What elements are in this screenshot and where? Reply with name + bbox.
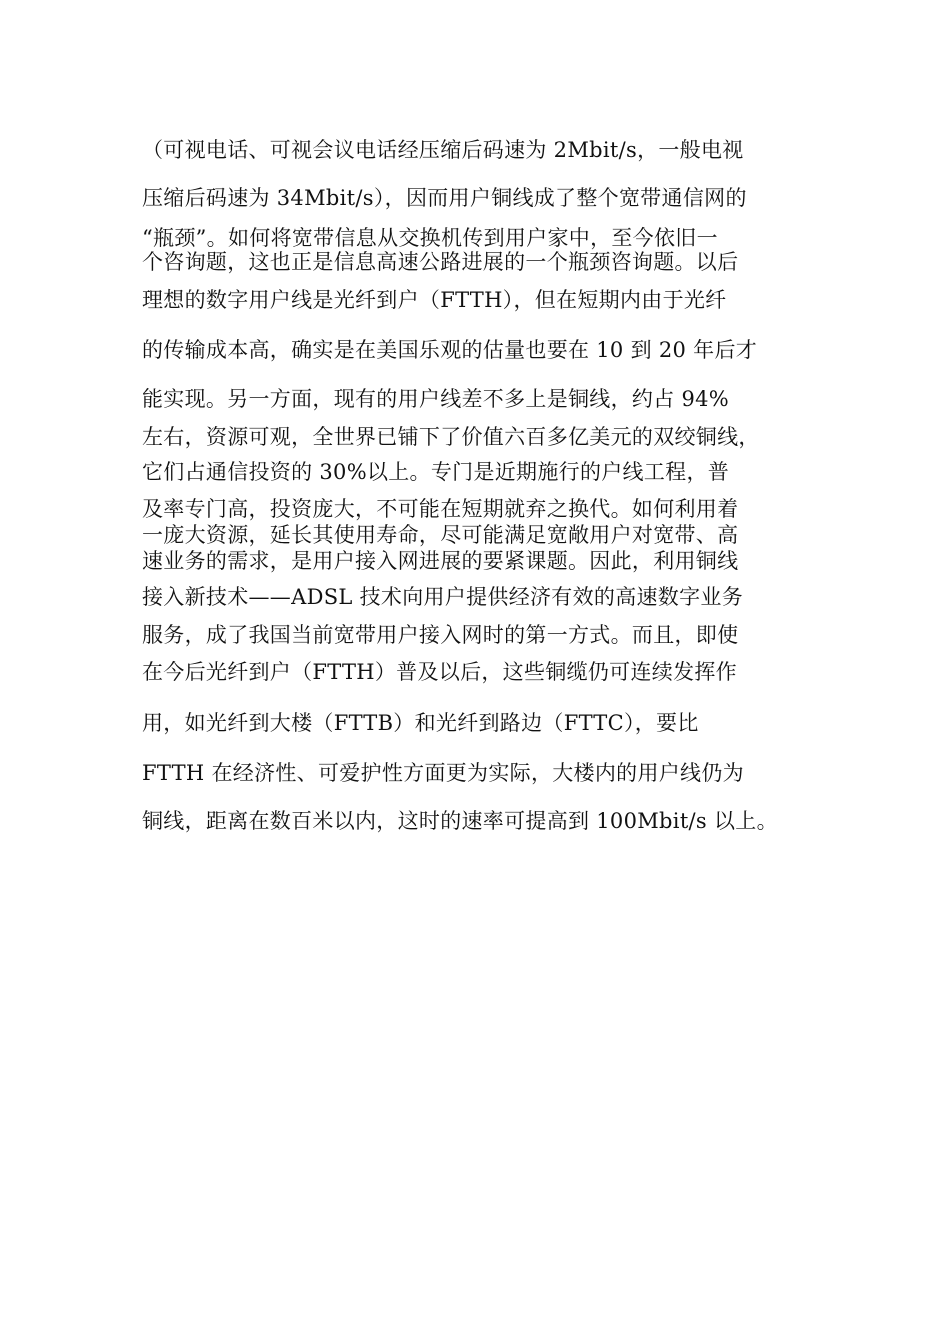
- paragraph-line: 用，如光纤到大楼（FTTB）和光纤到路边（FTTC），要比: [142, 711, 699, 735]
- paragraph-line: 的传输成本高，确实是在美国乐观的估量也要在 10 到 20 年后才: [142, 338, 758, 362]
- paragraph-line: 铜线，距离在数百米以内，这时的速率可提高到 100Mbit/s 以上。: [142, 809, 778, 833]
- paragraph-line: 压缩后码速为 34Mbit/s），因而用户铜线成了整个宽带通信网的: [142, 186, 747, 210]
- paragraph-line: 接入新技术——ADSL 技术向用户提供经济有效的高速数字业务: [142, 585, 744, 609]
- paragraph-line: 它们占通信投资的 30%以上。专门是近期施行的户线工程，普: [142, 460, 730, 484]
- paragraph-line: 能实现。另一方面，现有的用户线差不多上是铜线，约占 94%: [142, 387, 730, 411]
- paragraph-line: 左右，资源可观，全世界已铺下了价值六百多亿美元的双绞铜线，: [142, 425, 760, 449]
- paragraph-line: （可视电话、可视会议电话经压缩后码速为 2Mbit/s，一般电视: [142, 138, 744, 162]
- paragraph-line: 及率专门高，投资庞大，不可能在短期就弃之换代。如何利用着: [142, 497, 739, 521]
- paragraph-line: FTTH 在经济性、可爱护性方面更为实际，大楼内的用户线仍为: [142, 761, 744, 785]
- paragraph-line: 服务，成了我国当前宽带用户接入网时的第一方式。而且，即使: [142, 623, 739, 647]
- paragraph-line: 个咨询题，这也正是信息高速公路进展的一个瓶颈咨询题。以后: [142, 250, 739, 274]
- paragraph-line: 在今后光纤到户（FTTH）普及以后，这些铜缆仍可连续发挥作: [142, 660, 737, 684]
- paragraph-line: 速业务的需求，是用户接入网进展的要紧课题。因此，利用铜线: [142, 549, 739, 573]
- paragraph-line: 理想的数字用户线是光纤到户（FTTH），但在短期内由于光纤: [142, 288, 727, 312]
- paragraph-line: “瓶颈”。如何将宽带信息从交换机传到用户家中，至今依旧一: [142, 226, 718, 250]
- paragraph-line: 一庞大资源，延长其使用寿命，尽可能满足宽敞用户对宽带、高: [142, 523, 739, 547]
